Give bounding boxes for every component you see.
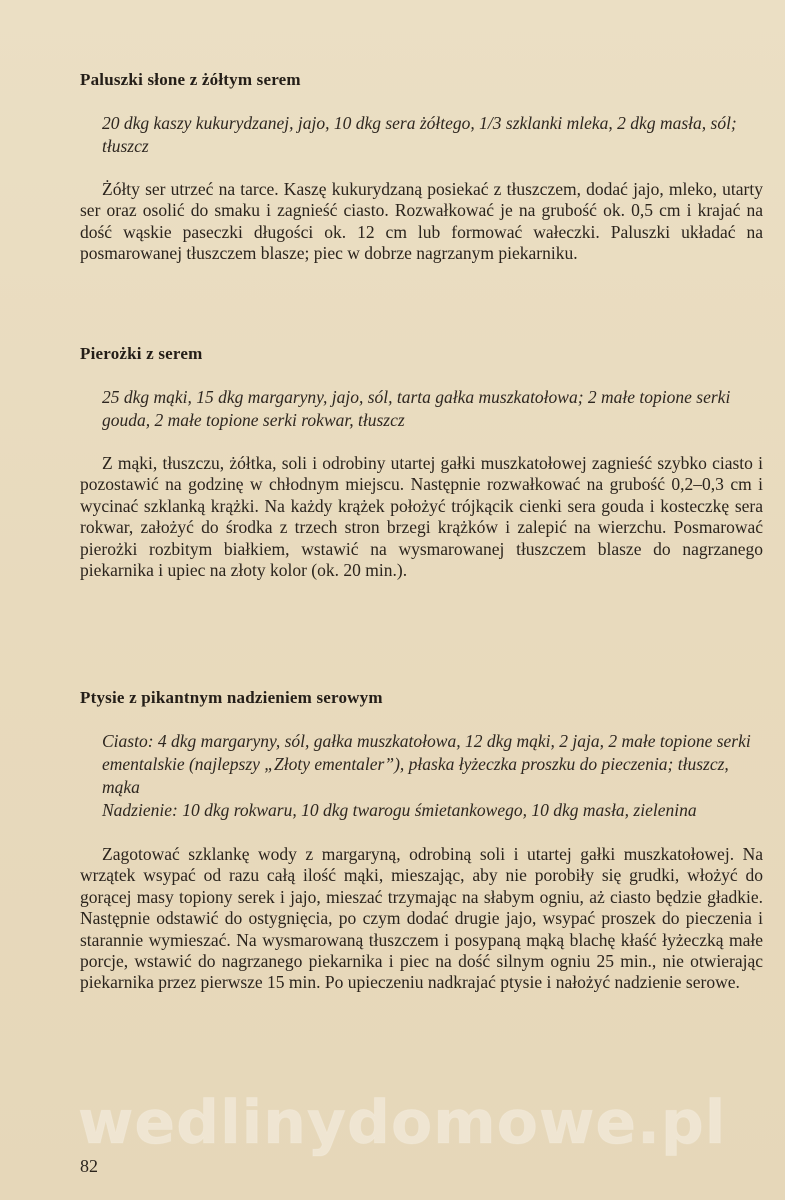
- recipe-pierozki: [80, 344, 763, 581]
- recipe-ingredients: [102, 730, 763, 822]
- ingredients-line: 25 dkg mąki, 15 dkg margaryny, jajo, sól, tarta gałka muszkatołowa; 2 małe topione serki gouda, 2 małe topione serki rokwar, tłuszcz: [102, 387, 731, 430]
- ingredients-line: 20 dkg kaszy kukurydzanej, jajo, 10 dkg sera żółtego, 1/3 szklanki mleka, 2 dkg masła, sól; tłuszcz: [102, 113, 737, 156]
- recipe-paluszki: [80, 70, 763, 265]
- recipe-title: Paluszki słone z żółtym serem: [80, 70, 301, 89]
- recipe-title: Pierożki z serem: [80, 344, 203, 363]
- recipe-instructions: Zagotować szklankę wody z margaryną, odrobiną soli i utartej gałki muszkatołowej. Na wrzątek wsypać od razu całą ilość mąki, mieszając, aby nie porobiły się grudki, włożyć do gorącej masy topiony serek i jajo, mieszać trzymając na słabym ogniu, aż ciasto będzie gładkie. Następnie odstawić do ostygnięcia, po czym dodać drugie jajo, wsypać proszek do pieczenia i starannie wymieszać. Na wysmarowaną tłuszczem i posypaną mąką blachę kłaść łyżeczką małe porcje, wstawić do nagrzanego piekarnika i piec na dość silnym ogniu 25 min., nie otwierając piekarnika przez pierwsze 15 min. Po upieczeniu nadkrajać ptysie i nałożyć nadzienie serowe.: [80, 844, 763, 993]
- recipe-ingredients: [102, 386, 763, 432]
- ingredients-dough: Ciasto: 4 dkg margaryny, sól, gałka muszkatołowa, 12 dkg mąki, 2 jaja, 2 małe topione serki ementalskie (najlepszy „Złoty ementaler”), płaska łyżeczka proszku do pieczenia; tłuszcz, mąka: [102, 731, 751, 797]
- recipe-ptysie: [80, 688, 763, 994]
- page-number: 82: [80, 1156, 98, 1176]
- recipe-ingredients: [102, 112, 763, 158]
- watermark: wedlinydomowe.pl: [78, 1088, 727, 1158]
- ingredients-filling: Nadzienie: 10 dkg rokwaru, 10 dkg twarogu śmietankowego, 10 dkg masła, zielenina: [102, 800, 697, 820]
- recipe-instructions: Żółty ser utrzeć na tarce. Kaszę kukurydzaną posiekać z tłuszczem, dodać jajo, mleko, utarty ser oraz osolić do smaku i zagnieść ciasto. Rozwałkować je na grubość ok. 0,5 cm i krajać na dość wąskie paseczki długości ok. 12 cm lub formować wałeczki. Paluszki układać na posmarowanej tłuszczem blasze; piec w dobrze nagrzanym piekarniku.: [80, 179, 763, 264]
- recipe-title: Ptysie z pikantnym nadzieniem serowym: [80, 688, 383, 707]
- recipe-instructions: Z mąki, tłuszczu, żółtka, soli i odrobiny utartej gałki muszkatołowej zagnieść szybko ciasto i pozostawić na godzinę w chłodnym miejscu. Następnie rozwałkować na grubość 0,2–0,3 cm i wycinać szklanką krążki. Na każdy krążek położyć trójkącik cienki sera gouda i kosteczkę sera rokwar, założyć do środka z trzech stron brzegi krążków i zalepić na wierzchu. Posmarować pierożki rozbitym białkiem, wstawić na wysmarowanej tłuszczem blasze do nagrzanego piekarnika i upiec na złoty kolor (ok. 20 min.).: [80, 453, 763, 581]
